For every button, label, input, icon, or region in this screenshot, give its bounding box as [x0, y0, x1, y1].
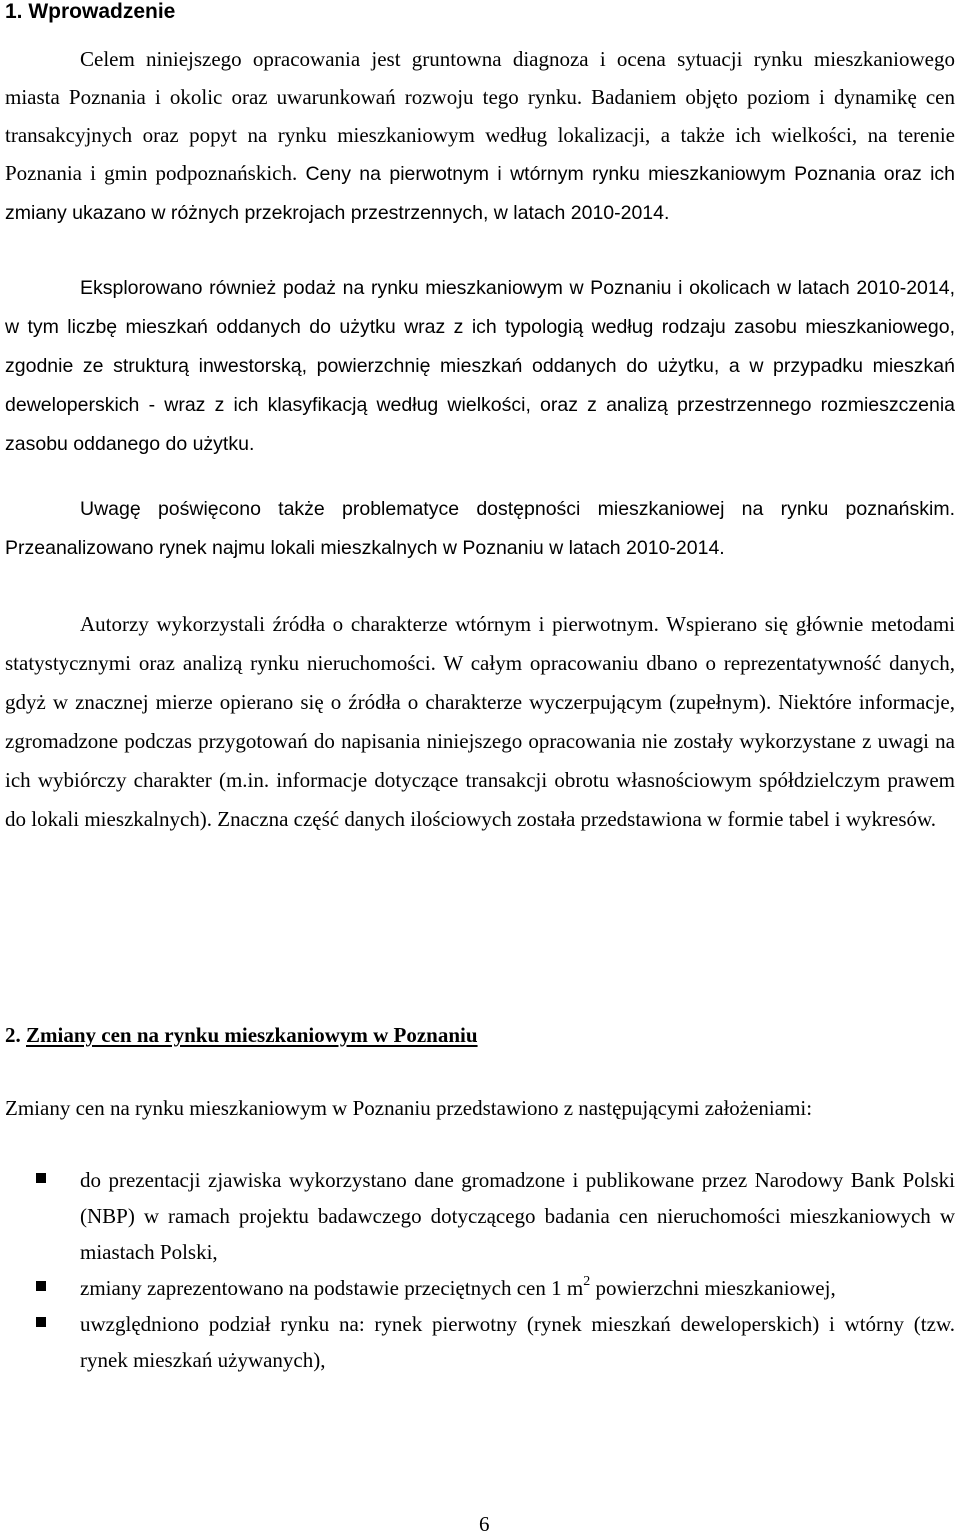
list-item-text: zmiany zaprezentowano na podstawie przeciętnych cen 1 m	[80, 1276, 584, 1300]
list-item	[5, 1270, 955, 1306]
intro-paragraph-4: Autorzy wykorzystali źródła o charakterze wtórnym i pierwotnym. Wspierano się głównie metodami statystycznymi oraz analizą rynku nieruchomości. W całym opracowaniu dbano o reprezentatywność danych, gdyż w znacznej mierze opierano się o źródła o charakterze wyczerpującym (zupełnym). Niektóre informacje, zgromadzone podczas przygotowań do napisania niniejszego opracowania nie zostały wykorzystane z uwagi na ich wybiórczy charakter (m.in. informacje dotyczące transakcji obrotu własnościowym spółdzielczym prawem do lokali mieszkalnych). Znaczna część danych ilościowych została przedstawiona w formie tabel i wykresów.	[5, 612, 955, 831]
intro-paragraph-1-part-b: Ceny na pierwotnym i wtórnym rynku mieszkaniowym Poznania oraz ich zmiany ukazano w różnych przekrojach przestrzennych, w latach 2010-2014.	[5, 163, 955, 224]
intro-paragraph-2: Eksplorowano również podaż na rynku mieszkaniowym w Poznaniu i okolicach w latach 2010-2014, w tym liczbę mieszkań oddanych do użytku wraz z ich typologią według rodzaju zasobu mieszkaniowego, zgodnie ze strukturą inwestorską, powierzchnię mieszkań oddanych do użytku, a w przypadku mieszkań deweloperskich - wraz z ich klasyfikacją według wielkości, oraz z analizą przestrzennego rozmieszczenia zasobu oddanego do użytku.	[5, 277, 955, 455]
section-2-heading	[5, 1022, 478, 1048]
square-bullet-icon	[36, 1173, 46, 1183]
section-1-heading: 1. Wprowadzenie	[5, 0, 176, 23]
list-item	[5, 1162, 955, 1270]
list-item	[5, 1306, 955, 1378]
section-2-heading-number: 2.	[5, 1023, 26, 1047]
list-item-text: uwzględniono podział rynku na: rynek pierwotny (rynek mieszkań deweloperskich) i wtórny (tzw. rynek mieszkań używanych),	[80, 1312, 955, 1372]
intro-paragraph-1	[5, 40, 955, 232]
square-bullet-icon	[36, 1317, 46, 1327]
square-bullet-icon	[36, 1281, 46, 1291]
section-2-heading-text: Zmiany cen na rynku mieszkaniowym w Poznaniu	[26, 1023, 478, 1047]
intro-paragraph-1-part-a: Celem niniejszego opracowania jest gruntowna diagnoza i ocena sytuacji rynku mieszkaniowego miasta Poznania i okolic oraz uwarunkowań rozwoju tego rynku. Badaniem objęto poziom i dynamikę cen transakcyjnych oraz popyt na rynku mieszkaniowym według lokalizacji, a także ich wielkości, na terenie Poznania i gmin podpoznańskich.	[5, 47, 955, 185]
intro-paragraph-3: Uwagę poświęcono także problematyce dostępności mieszkaniowej na rynku poznańskim. Przeanalizowano rynek najmu lokali mieszkalnych w Poznaniu w latach 2010-2014.	[5, 498, 955, 559]
page-number: 6	[479, 1512, 490, 1536]
list-item-text-tail: powierzchni mieszkaniowej,	[590, 1276, 836, 1300]
assumptions-list	[5, 1162, 955, 1378]
list-item-text: do prezentacji zjawiska wykorzystano dane gromadzone i publikowane przez Narodowy Bank Polski (NBP) w ramach projektu badawczego dotyczącego badania cen nieruchomości mieszkaniowych w miastach Polski,	[80, 1168, 955, 1264]
section-2-intro: Zmiany cen na rynku mieszkaniowym w Poznaniu przedstawiono z następującymi założeniami:	[5, 1096, 813, 1120]
superscript-exponent: 2	[583, 1274, 591, 1289]
